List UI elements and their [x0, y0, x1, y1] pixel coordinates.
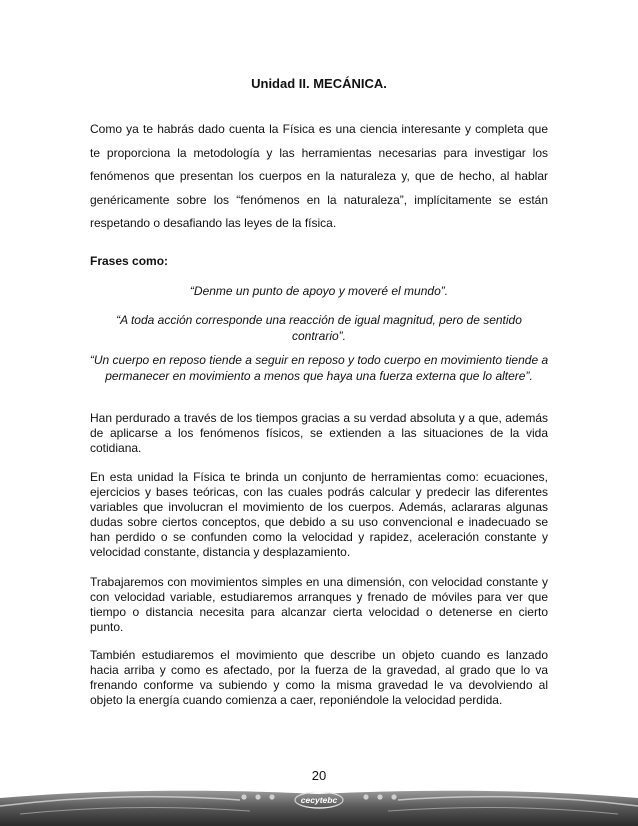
quote-3: “Un cuerpo en reposo tiende a seguir en reposo y todo cuerpo en movimiento tiende a permanecer en movimiento a menos que haya una fuerza externa que lo altere”. [89, 353, 549, 383]
paragraph-2: En esta unidad la Física te brinda un conjunto de herramientas como: ecuaciones, ejercicios y bases teóricas, con las cuales podrás calcular y predecir las diferentes variables que involucran el movimiento de los cuerpos. Además, aclararas algunas dudas sobre ciertos conceptos, que debido a su uso convencional e inadecuado se han perdido o se confunden como la velocidad y rapidez, aceleración constante y velocidad constante, distancia y desplazamiento. [90, 470, 548, 559]
paragraph-4: También estudiaremos el movimiento que describe un objeto cuando es lanzado hacia arriba y como es afectado, por la fuerza de la gravedad, al grado que lo va frenando conforme va subiendo y como la misma gravedad le va devolviendo al objeto la energía cuando comienza a caer, reponiéndole la velocidad perdida. [90, 648, 548, 707]
page-number: 20 [311, 768, 327, 783]
quote-2: “A toda acción corresponde una reacción de igual magnitud, pero de sentido contrario”. [116, 313, 522, 343]
intro-paragraph: Como ya te habrás dado cuenta la Física es una ciencia interesante y completa que te proporciona la metodología y las herramientas necesarias para investigar los fenómenos que presentan los cuerpos en la naturaleza y, que de hecho, al hablar genéricamente sobre los “fenómenos en la naturaleza”, implícitamente se están respetando o desafiando las leyes de la física. [90, 122, 548, 230]
footer-logo-text: cecytebc [300, 795, 338, 805]
footer-band [0, 784, 638, 826]
unit-title: Unidad II. MECÁNICA. [251, 76, 387, 91]
paragraph-3: Trabajaremos con movimientos simples en una dimensión, con velocidad constante y con velocidad variable, estudiaremos arranques y frenado de móviles para ver que tiempo o distancia necesita para alcanzar cierta velocidad o detenerse en cierto punto. [90, 575, 548, 634]
phrases-heading: Frases como: [90, 254, 169, 268]
paragraph-1: Han perdurado a través de los tiempos gracias a su verdad absoluta y a que, además de aplicarse a los fenómenos físicos, se extienden a las situaciones de la vida cotidiana. [90, 411, 548, 455]
quote-1: “Denme un punto de apoyo y moveré el mundo”. [189, 284, 449, 298]
